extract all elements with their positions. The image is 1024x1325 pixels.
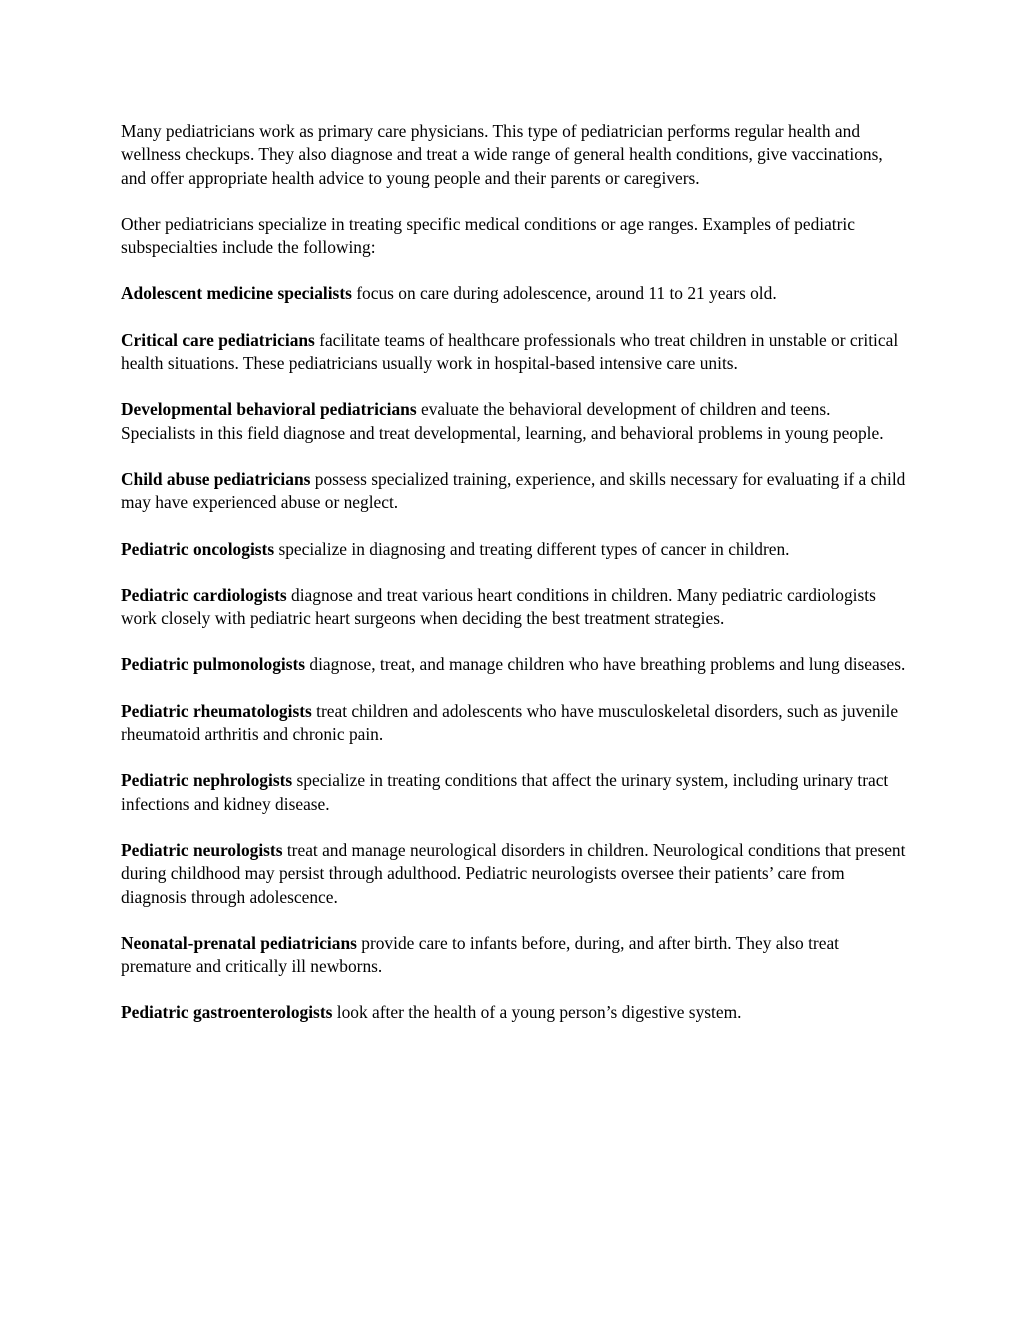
subspecialty-term: Critical care pediatricians	[121, 329, 315, 350]
subspecialty-gastroenterology	[121, 1001, 906, 1024]
subspecialty-term: Pediatric nephrologists	[121, 770, 293, 791]
subspecialty-term: Pediatric gastroenterologists	[121, 1002, 333, 1023]
subspecialty-neonatal-prenatal	[121, 932, 906, 979]
subspecialty-critical-care	[121, 329, 906, 376]
subspecialty-description: diagnose, treat, and manage children who have breathing problems and lung diseases.	[305, 654, 906, 675]
subspecialty-rheumatology	[121, 700, 906, 747]
subspecialty-description: evaluate the behavioral development of children and teens. Specialists in this field diagnose and treat developmental, learning, and behavioral problems in young people.	[121, 399, 884, 443]
subspecialty-description: look after the health of a young person’s digestive system.	[332, 1002, 742, 1023]
subspecialty-nephrology	[121, 769, 906, 816]
subspecialty-description: specialize in diagnosing and treating different types of cancer in children.	[274, 538, 790, 559]
subspecialty-description: specialize in treating conditions that affect the urinary system, including urinary tract infections and kidney disease.	[121, 770, 889, 814]
subspecialty-term: Adolescent medicine specialists	[121, 283, 352, 304]
subspecialty-pulmonology	[121, 653, 906, 676]
subspecialty-term: Pediatric rheumatologists	[121, 700, 312, 721]
subspecialty-developmental-behavioral	[121, 398, 906, 445]
subspecialty-description: treat and manage neurological disorders in children. Neurological conditions that present during childhood may persist through adulthood. Pediatric neurologists oversee their patients’ care from diagnosis through adolescence.	[121, 839, 906, 907]
subspecialty-child-abuse	[121, 468, 906, 515]
subspecialty-description: focus on care during adolescence, around 11 to 21 years old.	[351, 283, 777, 304]
subspecialty-term: Child abuse pediatricians	[121, 468, 311, 489]
subspecialty-adolescent-medicine	[121, 282, 906, 305]
subspecialty-description: facilitate teams of healthcare professionals who treat children in unstable or critical health situations. These pediatricians usually work in hospital-based intensive care units.	[121, 329, 899, 374]
subspecialty-description: possess specialized training, experience, and skills necessary for evaluating if a child may have experienced abuse or neglect.	[121, 468, 906, 513]
subspecialty-description: treat children and adolescents who have musculoskeletal disorders, such as juvenile rheumatoid arthritis and chronic pain.	[121, 700, 899, 745]
subspecialty-term: Developmental behavioral pediatricians	[121, 399, 417, 420]
subspecialty-neurology	[121, 839, 906, 909]
intro-paragraph-subspecialties: Other pediatricians specialize in treating specific medical conditions or age ranges. Examples of pediatric subspecialties include the following:	[121, 213, 855, 258]
subspecialty-cardiology	[121, 584, 906, 631]
subspecialty-term: Pediatric pulmonologists	[121, 654, 306, 675]
subspecialty-term: Pediatric oncologists	[121, 538, 275, 559]
subspecialty-description: diagnose and treat various heart conditions in children. Many pediatric cardiologists work closely with pediatric heart surgeons when deciding the best treatment strategies.	[121, 584, 876, 629]
document-page	[121, 120, 906, 1048]
subspecialty-description: provide care to infants before, during, and after birth. They also treat premature and critically ill newborns.	[121, 932, 839, 977]
subspecialty-term: Pediatric neurologists	[121, 839, 283, 860]
subspecialty-term: Neonatal-prenatal pediatricians	[121, 932, 357, 953]
subspecialty-term: Pediatric cardiologists	[121, 584, 287, 605]
subspecialty-oncology	[121, 538, 906, 561]
intro-paragraph-primary-care: Many pediatricians work as primary care physicians. This type of pediatrician performs regular health and wellness checkups. They also diagnose and treat a wide range of general health conditions, give vaccinations, and offer appropriate health advice to young people and their parents or caregivers.	[121, 121, 883, 188]
